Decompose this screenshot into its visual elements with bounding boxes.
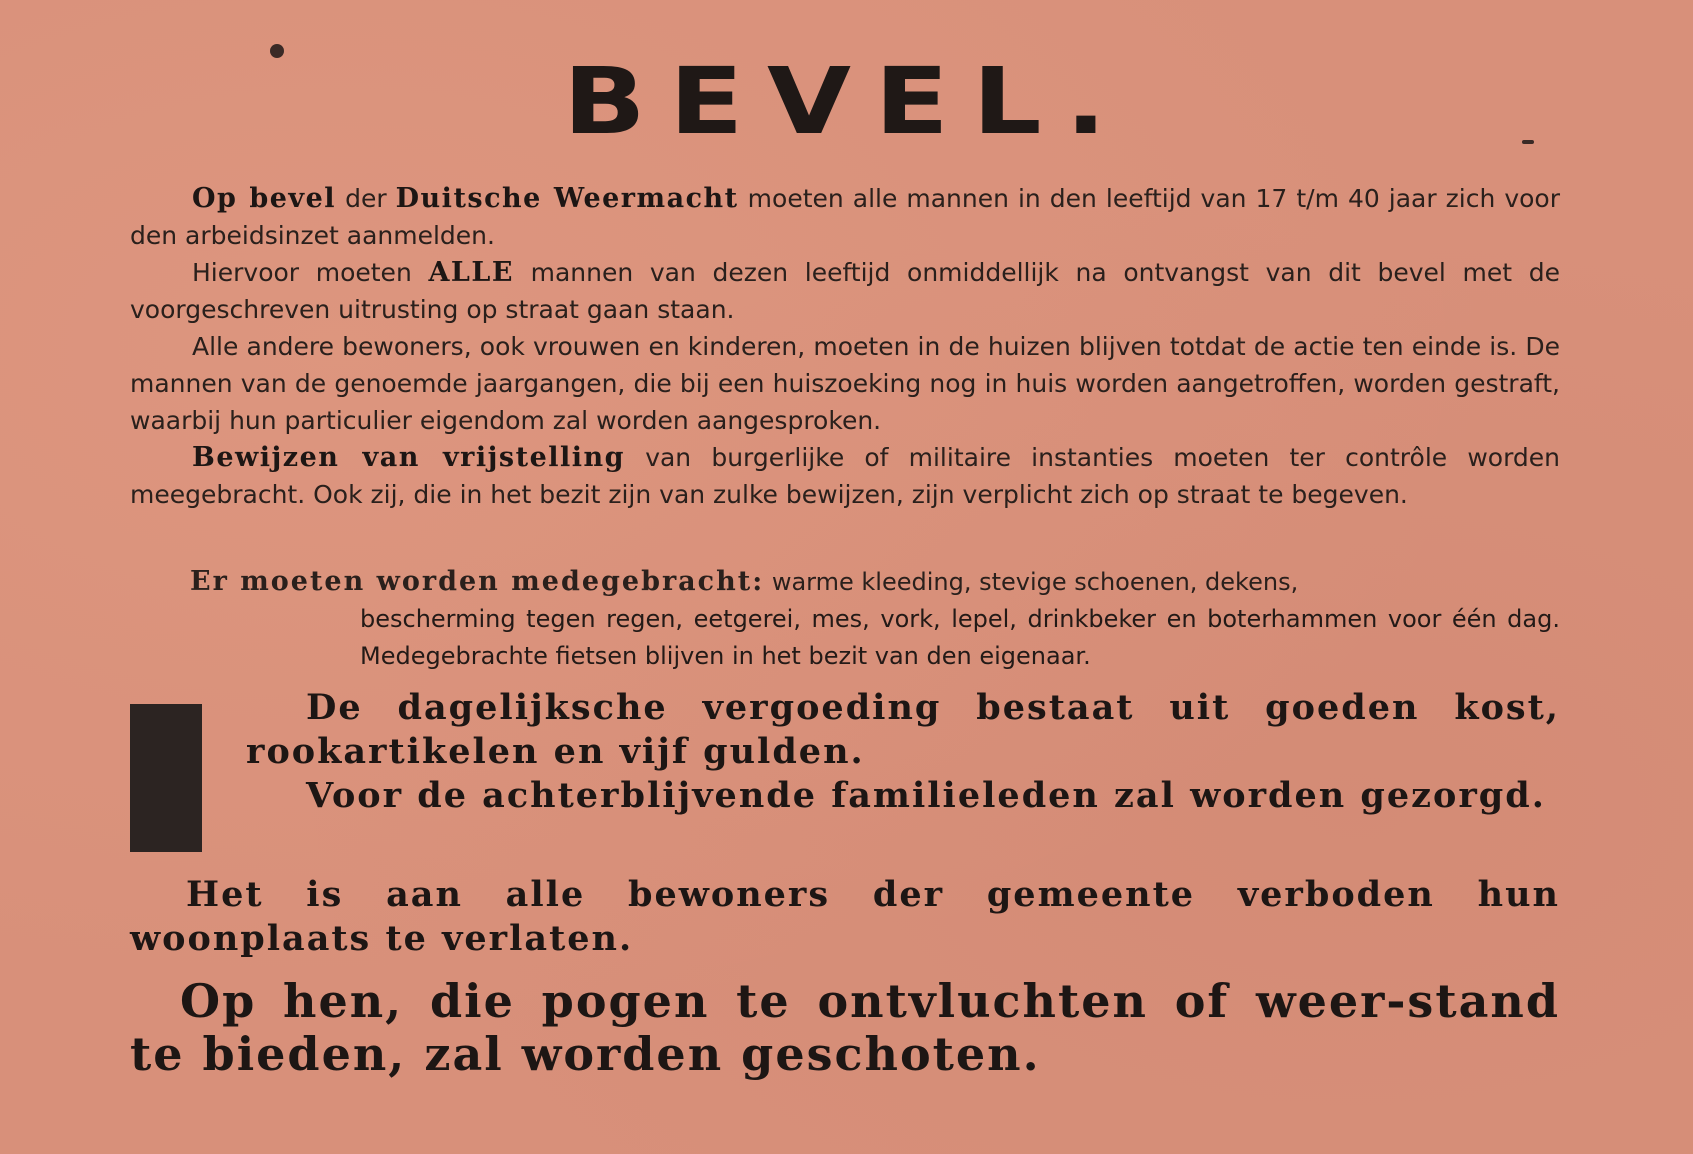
paragraph-order (130, 180, 1560, 254)
allowance-family: Voor de achterblijvende familieleden zal worden gezorgd. (306, 775, 1546, 816)
items-first: warme kleeding, stevige schoenen, dekens, (764, 568, 1299, 596)
text-run: van burgerlijke of militaire instanties moeten ter contrôle worden meegebracht. Ook zij, die in het bezit zijn van zulke bewijzen, zijn verplicht zich op straat te begeven. (130, 443, 1560, 509)
travel-ban (130, 873, 1560, 961)
instructions-block (130, 180, 1560, 513)
black-marker-bar (130, 704, 202, 852)
text-run: moeten alle mannen in den leeftijd van 17 t/m 40 jaar zich voor den arbeidsinzet aanmelden. (130, 184, 1561, 250)
text-run: der (336, 184, 396, 213)
paragraph-exemptions (130, 439, 1560, 513)
threat-text: Op hen, die pogen te ontvluchten of weer-stand te bieden, zal worden geschoten. (130, 974, 1560, 1081)
poster-title: BEVEL. (562, 48, 1131, 155)
paragraph-assembly (130, 254, 1560, 328)
travel-ban-text: Het is aan alle bewoners der gemeente verboden hun woonplaats te verlaten. (130, 874, 1560, 959)
items-to-bring (190, 563, 1560, 675)
allowance-daily: De dagelijksche vergoeding bestaat uit goeden kost, rookartikelen en vijf gulden. (246, 687, 1560, 772)
text-run: mannen van dezen leeftijd onmiddellijk na ontvangst van dit bevel met de voorgeschreven uitrusting op straat gaan staan. (130, 258, 1560, 324)
text-run: Hiervoor moeten (192, 258, 429, 287)
bold-phrase: Op bevel (192, 183, 337, 214)
bold-phrase: Bewijzen van vrijstelling (192, 442, 626, 473)
allowance-block (246, 686, 1560, 818)
items-continued: bescherming tegen regen, eetgerei, mes, vork, lepel, drinkbeker en boterhammen voor één dag. Medegebrachte fietsen blijven in het bezit van den eigenaar. (360, 605, 1560, 670)
paragraph-residents: Alle andere bewoners, ook vrouwen en kinderen, moeten in de huizen blijven totdat de actie ten einde is. De mannen van de genoemde jaargangen, die bij een huiszoeking nog in huis worden aangetroffen, worden gestraft, waarbij hun particulier eigendom zal worden aangesproken. (130, 332, 1560, 435)
bold-phrase: Duitsche Weermacht (395, 183, 739, 214)
threat-block (130, 975, 1560, 1081)
bold-phrase: ALLE (428, 257, 514, 288)
items-lead: Er moeten worden medegebracht: (190, 566, 765, 597)
items-first-line (190, 563, 1560, 601)
